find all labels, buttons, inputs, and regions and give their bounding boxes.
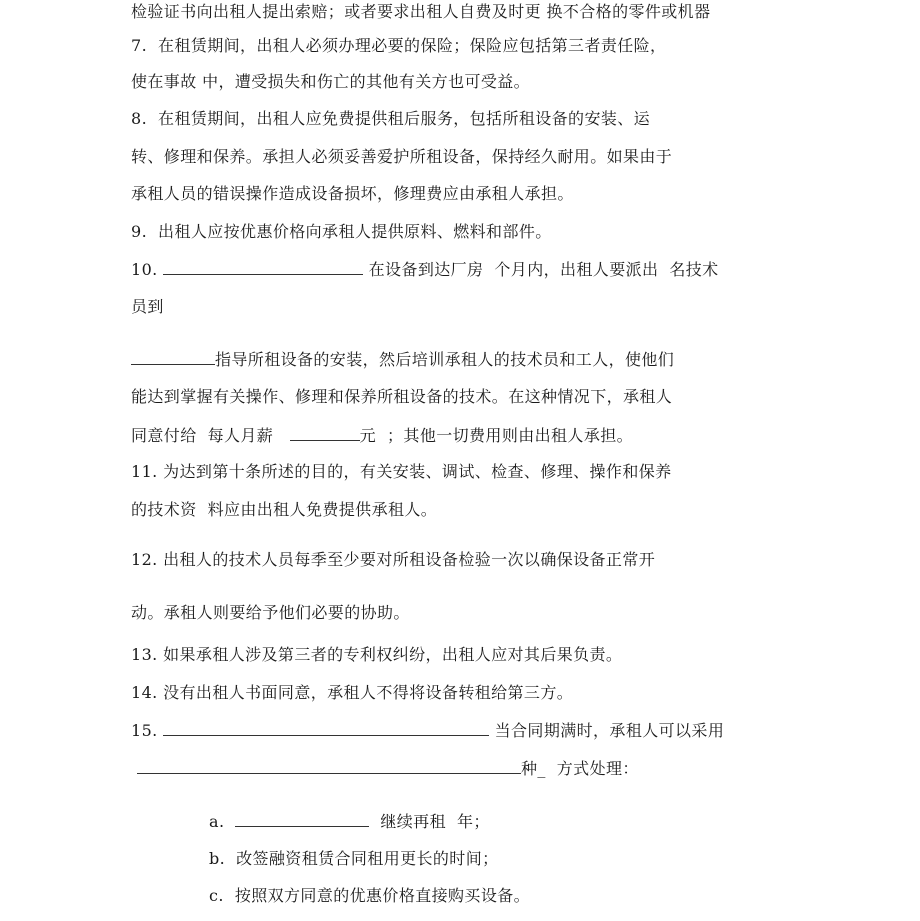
clause-15-text: 当合同期满时，承租人可以采用 xyxy=(489,721,725,740)
option-a xyxy=(209,810,490,833)
text-line: 动。承租人则要给予他们必要的协助。 xyxy=(131,603,410,622)
clause-8: 8. 在租赁期间，出租人应免费提供租后服务，包括所租设备的安装、运 xyxy=(131,109,651,128)
clause-9: 9. 出租人应按优惠价格向承租人提供原料、燃料和部件。 xyxy=(131,222,552,241)
clause-15 xyxy=(131,719,724,742)
fill-blank xyxy=(131,348,215,365)
option-c: c. 按照双方同意的优惠价格直接购买设备。 xyxy=(209,886,531,905)
clause-10-text: 在设备到达厂房 个月内，出租人要派出 名技术 xyxy=(363,260,719,279)
text-line xyxy=(131,424,633,447)
clause-10-number: 10. xyxy=(131,260,164,279)
text-line: 员到 xyxy=(131,297,164,316)
clause-14: 14. 没有出租人书面同意，承租人不得将设备转租给第三方。 xyxy=(131,683,574,702)
text-line: 使在事故 中，遭受损失和伤亡的其他有关方也可受益。 xyxy=(131,72,531,91)
clause-10 xyxy=(131,258,719,281)
fill-blank xyxy=(290,424,360,441)
text-line: 承租人员的错误操作造成设备损坏，修理费应由承租人承担。 xyxy=(131,184,574,203)
text-line xyxy=(131,348,674,371)
text-line xyxy=(137,757,639,780)
option-a-label: a. xyxy=(209,812,236,831)
text-segment: 元 ；其他一切费用则由出租人承担。 xyxy=(359,426,634,445)
clause-12: 12. 出租人的技术人员每季至少要对所租设备检验一次以确保设备正常开 xyxy=(131,550,656,569)
text-line: 能达到掌握有关操作、修理和保养所租设备的技术。在这种情况下，承租人 xyxy=(131,387,673,406)
clause-11: 11. 为达到第十条所述的目的，有关安装、调试、检查、修理、操作和保养 xyxy=(131,462,672,481)
text-line: 的技术资 料应由出租人免费提供承租人。 xyxy=(131,500,438,519)
text-segment: 同意付给 每人月薪 xyxy=(131,426,290,445)
fill-blank xyxy=(163,258,363,275)
clause-13: 13. 如果承租人涉及第三者的专利权纠纷，出租人应对其后果负责。 xyxy=(131,645,623,664)
option-b: b. 改签融资租赁合同租用更长的时间； xyxy=(209,849,499,868)
fill-blank xyxy=(235,810,369,827)
fill-blank xyxy=(163,719,489,736)
text-line: 转、修理和保养。承担人必须妥善爱护所租设备，保持经久耐用。如果由于 xyxy=(131,147,673,166)
clause-7: 7. 在租赁期间，出租人必须办理必要的保险；保险应包括第三者责任险， xyxy=(131,36,667,55)
clause-15-number: 15. xyxy=(131,721,164,740)
fill-blank xyxy=(137,757,521,774)
text-segment: 种_ 方式处理： xyxy=(521,759,639,778)
text-segment: 指导所租设备的安装，然后培训承租人的技术员和工人，使他们 xyxy=(215,350,675,369)
option-a-text: 继续再租 年； xyxy=(369,812,490,831)
text-line: 检验证书向出租人提出索赔；或者要求出租人自费及时更 换不合格的零件或机器 xyxy=(131,2,711,21)
